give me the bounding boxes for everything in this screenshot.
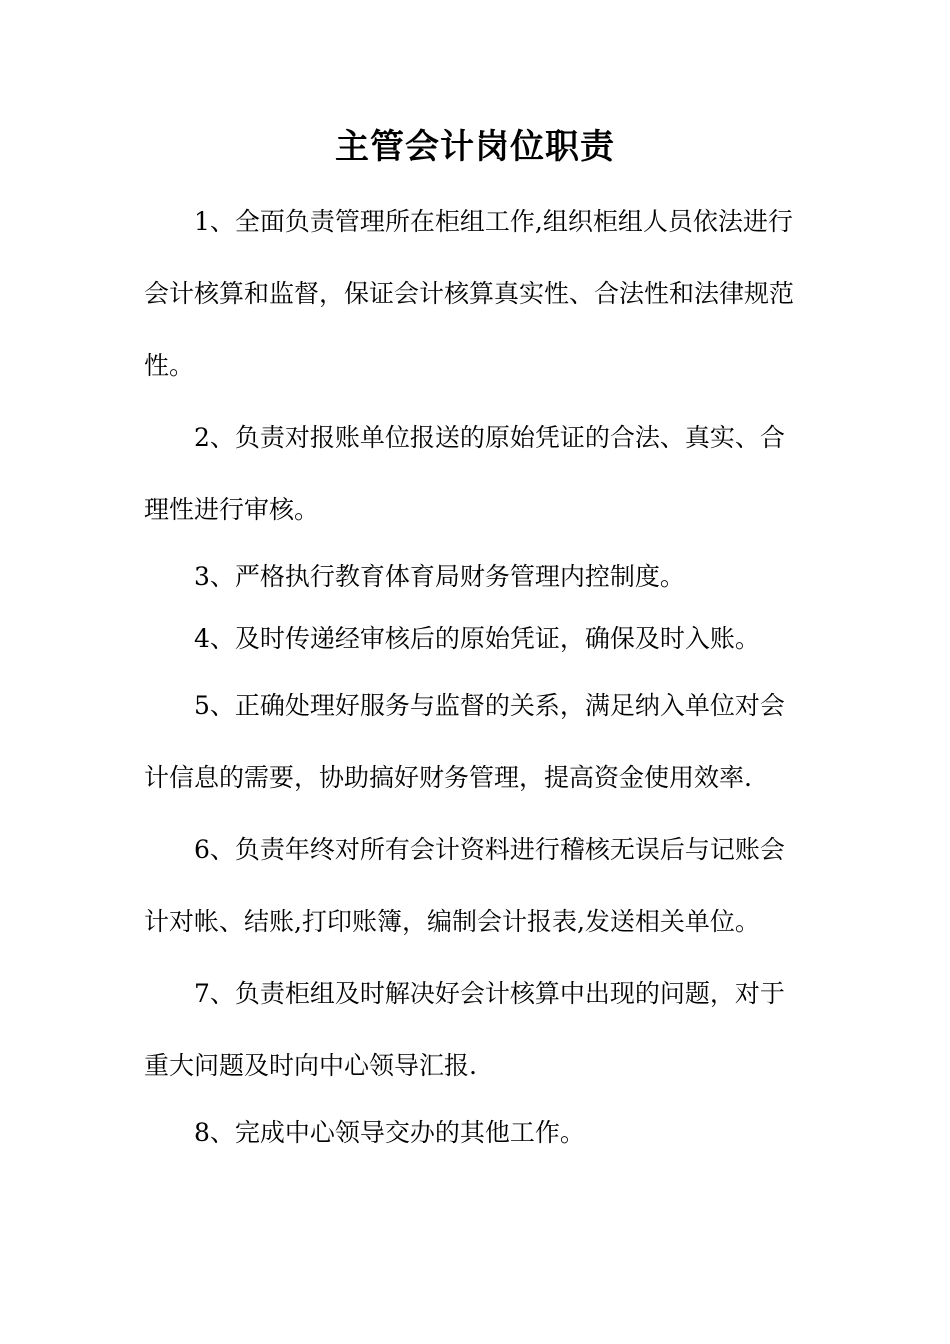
duty-item-6: 6、负责年终对所有会计资料进行稽核无误后与记账会计对帐、结账,打印账簿，编制会计报表,发送相关单位。 — [144, 835, 785, 936]
duty-item-1: 1、全面负责管理所在柜组工作,组织柜组人员依法进行会计核算和监督，保证会计核算真实性、合法性和法律规范性。 — [144, 207, 795, 380]
duty-item-7: 7、负责柜组及时解决好会计核算中出现的问题，对于重大问题及时向中心领导汇报. — [144, 979, 785, 1080]
duty-item-3: 3、严格执行教育体育局财务管理内控制度。 — [194, 562, 685, 591]
duty-item-4: 4、及时传递经审核后的原始凭证，确保及时入账。 — [194, 624, 760, 653]
duty-item-8: 8、完成中心领导交办的其他工作。 — [194, 1118, 585, 1147]
duty-item-5: 5、正确处理好服务与监督的关系，满足纳入单位对会计信息的需要，协助搞好财务管理，提高资金使用效率. — [144, 691, 785, 792]
document-title: 主管会计岗位职责 — [335, 127, 615, 167]
duty-item-2: 2、负责对报账单位报送的原始凭证的合法、真实、合理性进行审核。 — [144, 423, 785, 524]
document-body — [144, 186, 808, 1164]
